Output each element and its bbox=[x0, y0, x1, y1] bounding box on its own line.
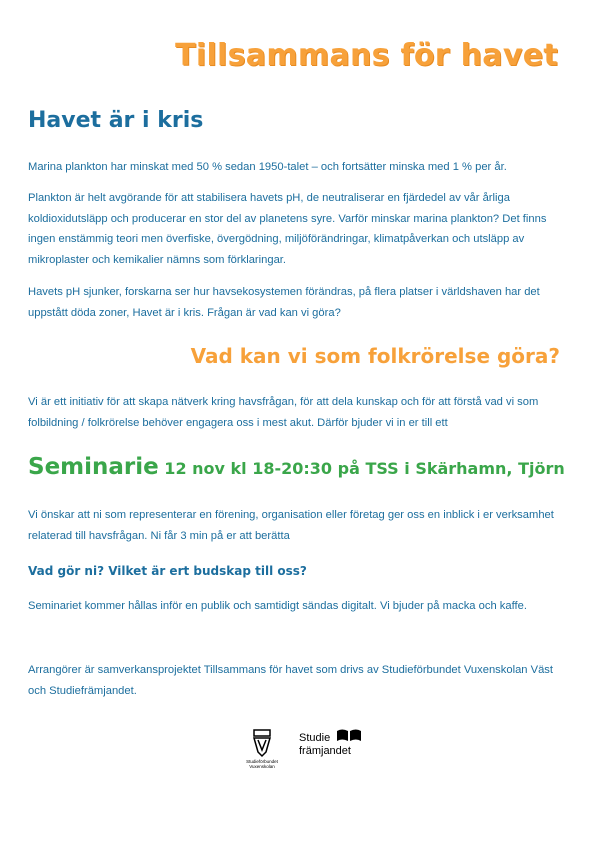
paragraph-ph-falling: Havets pH sjunker, forskarna ser hur havsekosystemen förändras, på flera platser i världshaven har det uppstått döda zoner, Havet är i kris. Frågan är vad kan vi göra? bbox=[28, 286, 540, 319]
seminar-word: Seminarie bbox=[28, 454, 159, 480]
question-heading: Vad gör ni? Vilket är ert budskap till oss? bbox=[28, 564, 307, 578]
paragraph-invitation: Vi önskar att ni som representerar en förening, organisation eller företag ger oss en inblick i er verksamhet relaterad till havsfrågan. Ni får 3 min på er att berätta bbox=[28, 509, 554, 542]
paragraph-plankton-decline: Marina plankton har minskat med 50 % sedan 1950-talet – och fortsätter minska med 1 % per år. bbox=[28, 161, 507, 173]
paragraph-initiative: Vi är ett initiativ för att skapa nätverk kring havsfrågan, för att dela kunskap och för att förstå vad vi som folbildning / folkrörelse behöver engagera oss i mest akut. Därför bjuder vi in er till ett bbox=[28, 396, 539, 429]
studiefr-line2: främjandet bbox=[299, 745, 351, 757]
seminar-announcement bbox=[28, 454, 565, 480]
section-heading-movement: Vad kan vi som folkrörelse göra? bbox=[190, 344, 560, 368]
paragraph-organizers: Arrangörer är samverkansprojektet Tillsammans för havet som drivs av Studieförbundet Vuxenskolan Väst och Studiefrämjandet. bbox=[28, 664, 554, 697]
section-heading-crisis: Havet är i kris bbox=[28, 108, 204, 133]
vuxenskolan-logo-text: Studieförbundet Vuxenskolan bbox=[246, 759, 278, 769]
studiefr-line1: Studie bbox=[299, 732, 331, 744]
paragraph-seminar-info: Seminariet kommer hållas inför en publik och samtidigt sändas digitalt. Vi bjuder på macka och kaffe. bbox=[28, 600, 527, 612]
book-icon bbox=[336, 728, 362, 742]
page-title: Tillsammans för havet bbox=[175, 38, 558, 73]
seminar-details: 12 nov kl 18-20:30 på TSS i Skärhamn, Tjörn bbox=[158, 459, 565, 478]
paragraph-plankton-importance: Plankton är helt avgörande för att stabilisera havets pH, de neutraliserar en fjärdedel av vår årliga koldioxidutsläpp och producerar en stor del av planetens syre. Varför minskar marina plankton? Det finns ingen enstämmig teori men överfiske, övergödning, miljöförändringar, klimatpåverkan och utsläpp av mikroplaster och kemikalier nämns som förklaringar. bbox=[28, 192, 547, 266]
